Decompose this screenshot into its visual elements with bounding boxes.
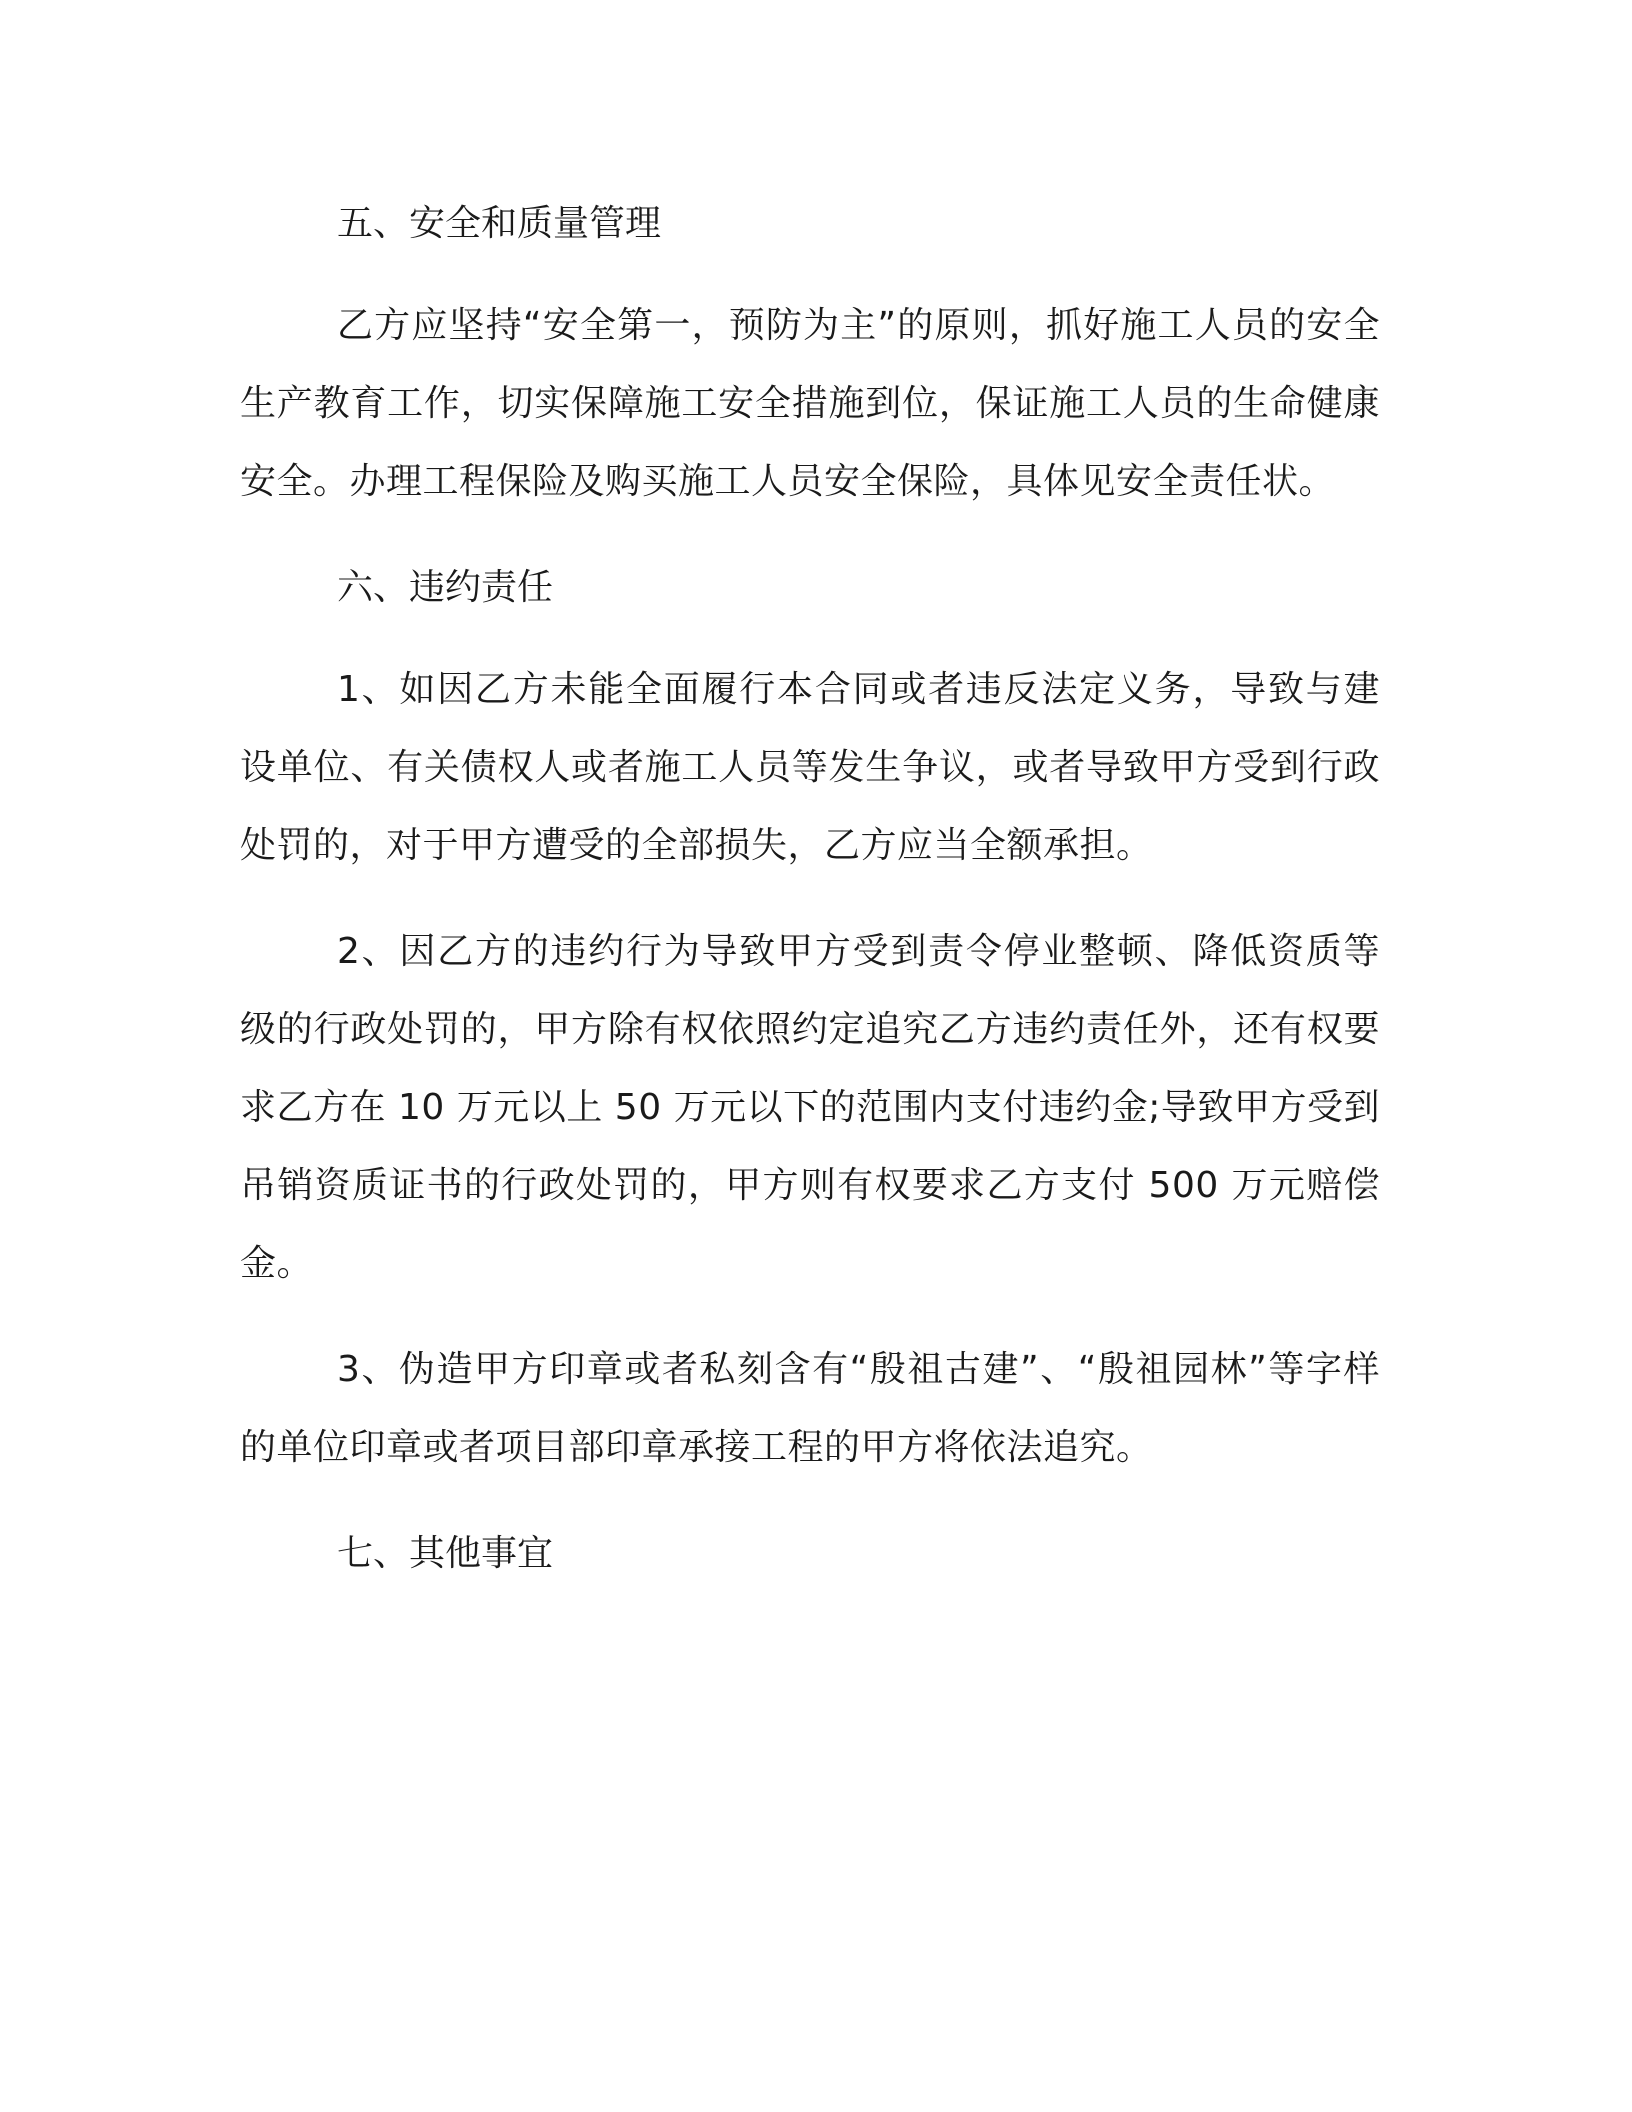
- spacer: [240, 1303, 1380, 1331]
- spacer: [240, 627, 1380, 651]
- section-6-item-2: 2、因乙方的违约行为导致甲方受到责令停业整顿、降低资质等级的行政处罚的，甲方除有权依照约定追究乙方违约责任外，还有权要求乙方在 10 万元以上 50 万元以下的范围内支付违约金;导致甲方受到吊销资质证书的行政处罚的，甲方则有权要求乙方支付 500 万元赔偿金。: [240, 931, 1380, 1284]
- section-6-item-1: 1、如因乙方未能全面履行本合同或者违反法定义务，导致与建设单位、有关债权人或者施工人员等发生争议，或者导致甲方受到行政处罚的，对于甲方遭受的全部损失，乙方应当全额承担。: [240, 669, 1380, 866]
- spacer: [240, 885, 1380, 913]
- spacer: [240, 521, 1380, 549]
- spacer: [240, 263, 1380, 287]
- section-6-heading: 六、违约责任: [337, 567, 554, 608]
- section-5-heading: 五、安全和质量管理: [337, 203, 662, 244]
- document-page: [240, 185, 1380, 1593]
- spacer: [240, 1487, 1380, 1515]
- section-5-paragraph: 乙方应坚持“安全第一，预防为主”的原则，抓好施工人员的安全生产教育工作，切实保障施工安全措施到位，保证施工人员的生命健康安全。办理工程保险及购买施工人员安全保险，具体见安全责任状。: [240, 305, 1380, 502]
- section-7-heading: 七、其他事宜: [337, 1533, 554, 1574]
- section-6-item-3: 3、伪造甲方印章或者私刻含有“殷祖古建”、“殷祖园林”等字样的单位印章或者项目部印章承接工程的甲方将依法追究。: [240, 1349, 1380, 1468]
